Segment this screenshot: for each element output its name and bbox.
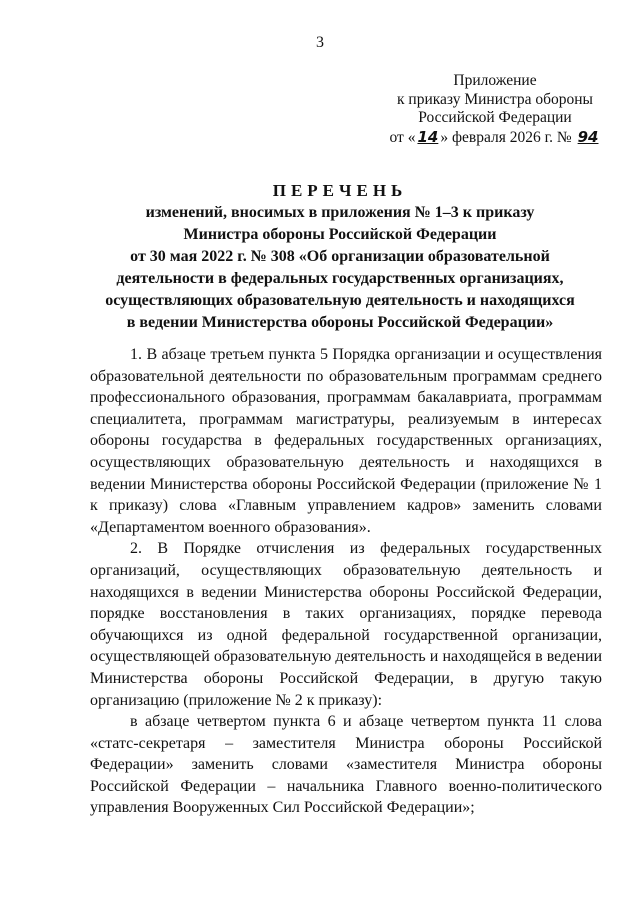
heading-line-5: осуществляющих образовательную деятельность и находящихся <box>105 292 575 309</box>
paragraph-3: в абзаце четвертом пункта 6 и абзаце четвертом пункта 11 слова «статс-секретаря – заместителя Министра обороны Российской Федерации» заменить словами «заместителя Министра обороны Российской Федерации – начальника Главного военно-политического управления Вооруженных Сил Российской Федерации»; <box>90 713 602 817</box>
appendix-date-middle: » февраля 2026 г. № <box>440 128 572 146</box>
heading-line-1: изменений, вносимых в приложения № 1–3 к приказу <box>145 204 535 221</box>
appendix-line-2: к приказу Министра обороны <box>397 90 593 108</box>
appendix-day-handwritten: 14 <box>417 127 439 146</box>
heading-line-2: Министра обороны Российской Федерации <box>183 226 497 243</box>
document-body <box>90 344 602 819</box>
paragraph-1: 1. В абзаце третьем пункта 5 Порядка организации и осуществления образовательной деятельности по образовательным программам среднего профессионального образования, программам бакалавриата, программам специалитета, программам магистратуры, реализуемым в интересах обороны государства в федеральных государственных организациях, осуществляющих образовательную деятельность и находящихся в ведении Министерства обороны Российской Федерации (приложение № 1 к приказу) слова «Главным управлением кадров» заменить словами «Департаментом военного образования». <box>90 346 602 536</box>
appendix-date-prefix: от « <box>389 128 416 146</box>
appendix-block <box>380 72 610 147</box>
appendix-line-3: Российской Федерации <box>418 109 572 126</box>
appendix-date-line <box>380 128 610 148</box>
appendix-line-1: Приложение <box>453 72 537 89</box>
heading-line-3: от 30 мая 2022 г. № 308 «Об организации образовательной <box>130 248 550 265</box>
heading-line-4: деятельности в федеральных государственных организациях, <box>116 270 564 287</box>
paragraph-2: 2. В Порядке отчисления из федеральных государственных организаций, осуществляющих образовательную деятельность и находящихся в ведении Министерства обороны Российской Федерации, порядке восстановления в таких организациях, порядке перевода обучающихся из одной федеральной государственной организации, осуществляющей образовательную деятельность и находящейся в ведении Министерства обороны Российской Федерации, в другую такую организацию (приложение № 2 к приказу): <box>90 540 602 709</box>
document-heading <box>60 180 620 334</box>
appendix-number-handwritten: 94 <box>577 127 599 146</box>
heading-title: ПЕРЕЧЕНЬ <box>272 181 408 200</box>
heading-line-6: в ведении Министерства обороны Российской Федерации» <box>126 314 554 331</box>
page-number: 3 <box>316 34 324 51</box>
